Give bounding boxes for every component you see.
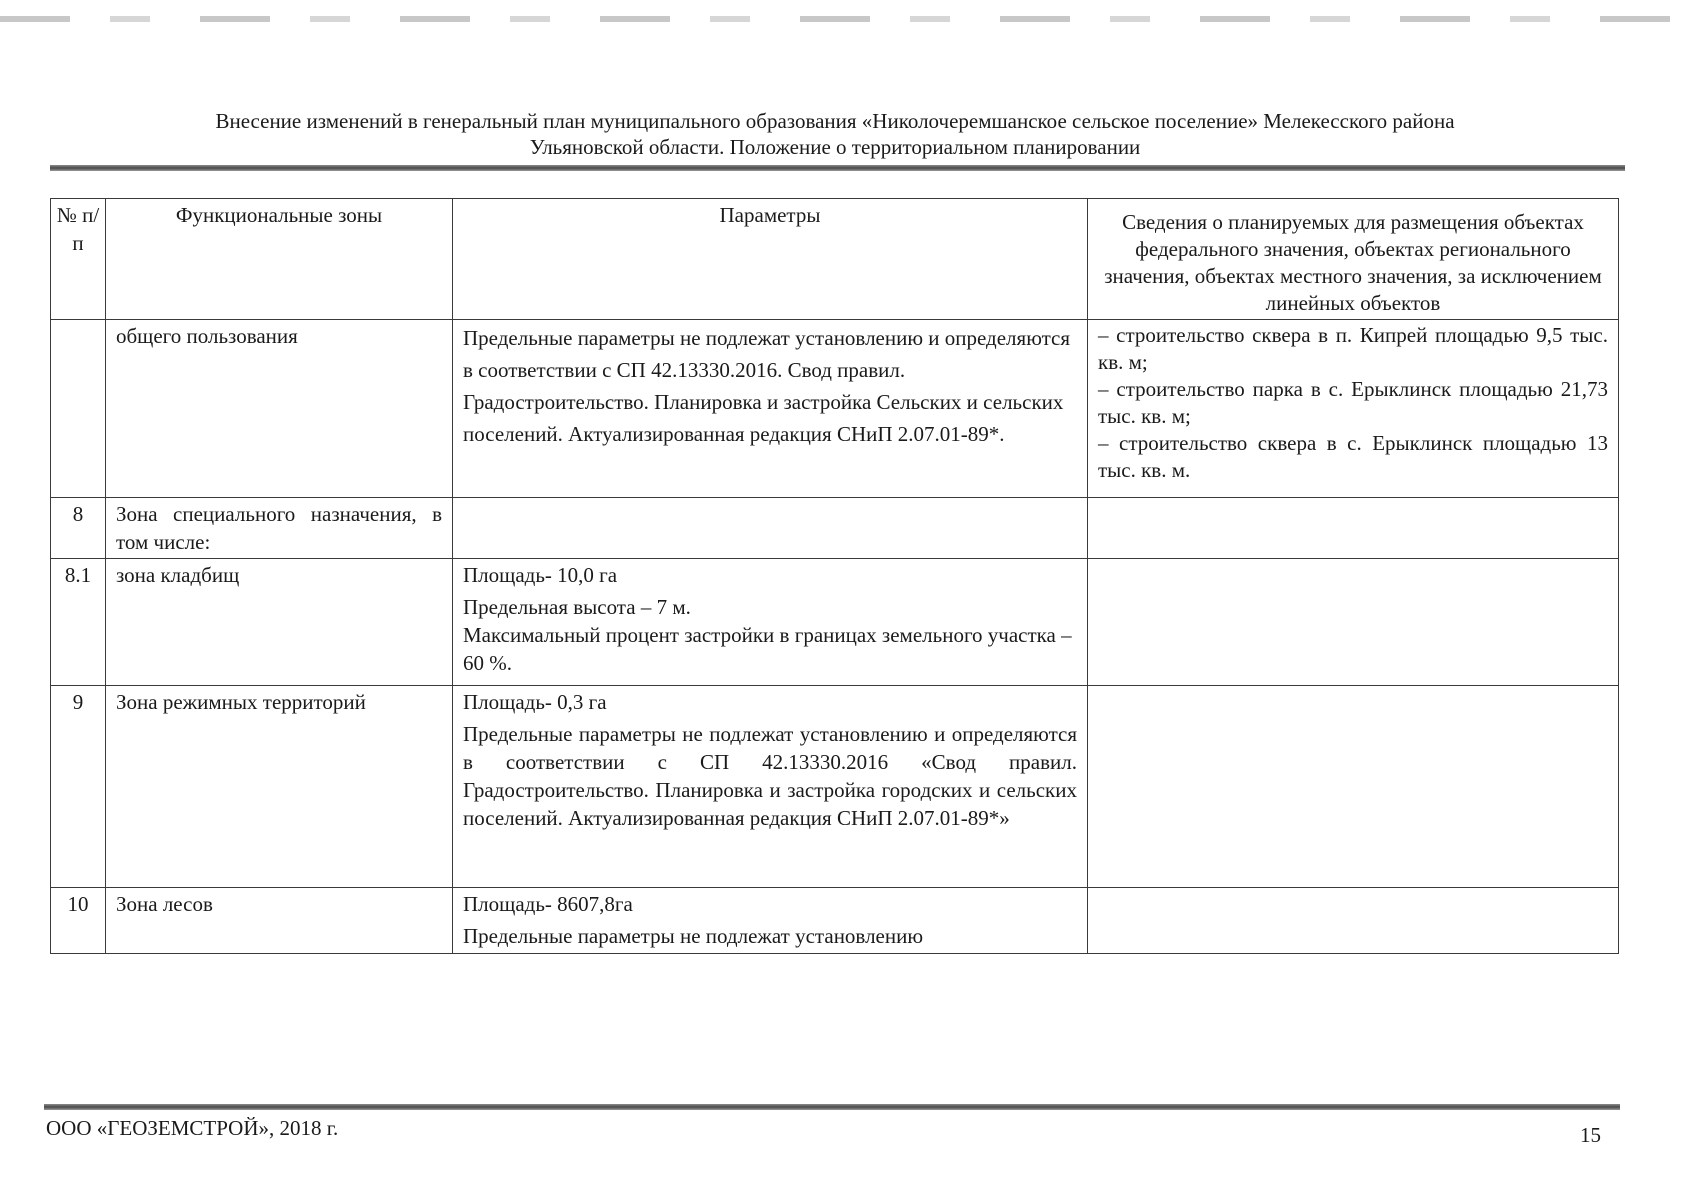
parameter-text: Предельные параметры не подлежат установлению — [463, 924, 924, 948]
planned-objects — [1088, 888, 1619, 954]
row-number: 8 — [51, 498, 106, 559]
zone-name: Зона лесов — [106, 888, 453, 954]
parameter-area: Площадь- 0,3 га — [463, 690, 607, 714]
planned-objects — [1088, 686, 1619, 888]
scan-artifact-line — [0, 16, 1698, 22]
parameter-coverage: Максимальный процент застройки в границах земельного участка – 60 %. — [463, 623, 1072, 675]
planned-objects — [1088, 320, 1619, 498]
table-row — [51, 559, 1619, 686]
column-header-objects: Сведения о планируемых для размещения объектах федерального значения, объектах регионального значения, объектах местного значения, за исключением линейных объектов — [1088, 199, 1619, 320]
zone-name: Зона специального назначения, в том числе: — [106, 498, 453, 559]
page-number: 15 — [1580, 1123, 1601, 1147]
zone-name: Зона режимных территорий — [106, 686, 453, 888]
zone-parameters — [453, 498, 1088, 559]
table-row — [51, 498, 1619, 559]
document-header — [50, 108, 1620, 160]
row-number: 8.1 — [51, 559, 106, 686]
planned-object-item: – строительство парка в с. Ерыклинск площадью 21,73 тыс. кв. м; — [1098, 377, 1608, 428]
zone-parameters — [453, 888, 1088, 954]
column-header-zones: Функциональные зоны — [106, 199, 453, 320]
row-number: 9 — [51, 686, 106, 888]
zone-parameters — [453, 686, 1088, 888]
zone-name: общего пользования — [106, 320, 453, 498]
table-row — [51, 686, 1619, 888]
footer-company: ООО «ГЕОЗЕМСТРОЙ», 2018 г. — [46, 1116, 339, 1140]
parameter-height: Предельная высота – 7 м. — [463, 595, 691, 619]
parameter-text: Предельные параметры не подлежат установлению и определяются в соответствии с СП 42.13330.2016 «Свод правил. Градостроительство. Планировка и застройка городских и сельских поселений. Актуализированная редакция СНиП 2.07.01-89*» — [463, 722, 1077, 830]
parameter-area: Площадь- 10,0 га — [463, 563, 618, 587]
parameter-area: Площадь- 8607,8га — [463, 892, 633, 916]
header-line-1: Внесение изменений в генеральный план муниципального образования «Николочеремшанское сельское поселение» Мелекесского района — [215, 109, 1455, 133]
column-header-number: № п/п — [51, 199, 106, 320]
header-rule — [50, 165, 1625, 171]
zone-name: зона кладбищ — [106, 559, 453, 686]
planned-object-item: – строительство сквера в с. Ерыклинск площадью 13 тыс. кв. м. — [1098, 431, 1608, 482]
header-line-2: Ульяновской области. Положение о территориальном планировании — [529, 135, 1141, 159]
zone-parameters — [453, 320, 1088, 498]
zones-table — [50, 198, 1619, 954]
row-number: 10 — [51, 888, 106, 954]
row-number — [51, 320, 106, 498]
column-header-parameters: Параметры — [453, 199, 1088, 320]
footer-rule — [44, 1104, 1620, 1110]
planned-object-item: – строительство сквера в п. Кипрей площадью 9,5 тыс. кв. м; — [1098, 323, 1608, 374]
table-row — [51, 888, 1619, 954]
table-row — [51, 320, 1619, 498]
parameter-text: Предельные параметры не подлежат установлению и определяются в соответствии с СП 42.13330.2016. Свод правил. Градостроительство. Планировка и застройка Сельских и сельских поселений. Актуализированная редакция СНиП 2.07.01-89*. — [463, 326, 1071, 446]
zone-parameters — [453, 559, 1088, 686]
planned-objects — [1088, 559, 1619, 686]
planned-objects — [1088, 498, 1619, 559]
table-header-row — [51, 199, 1619, 320]
